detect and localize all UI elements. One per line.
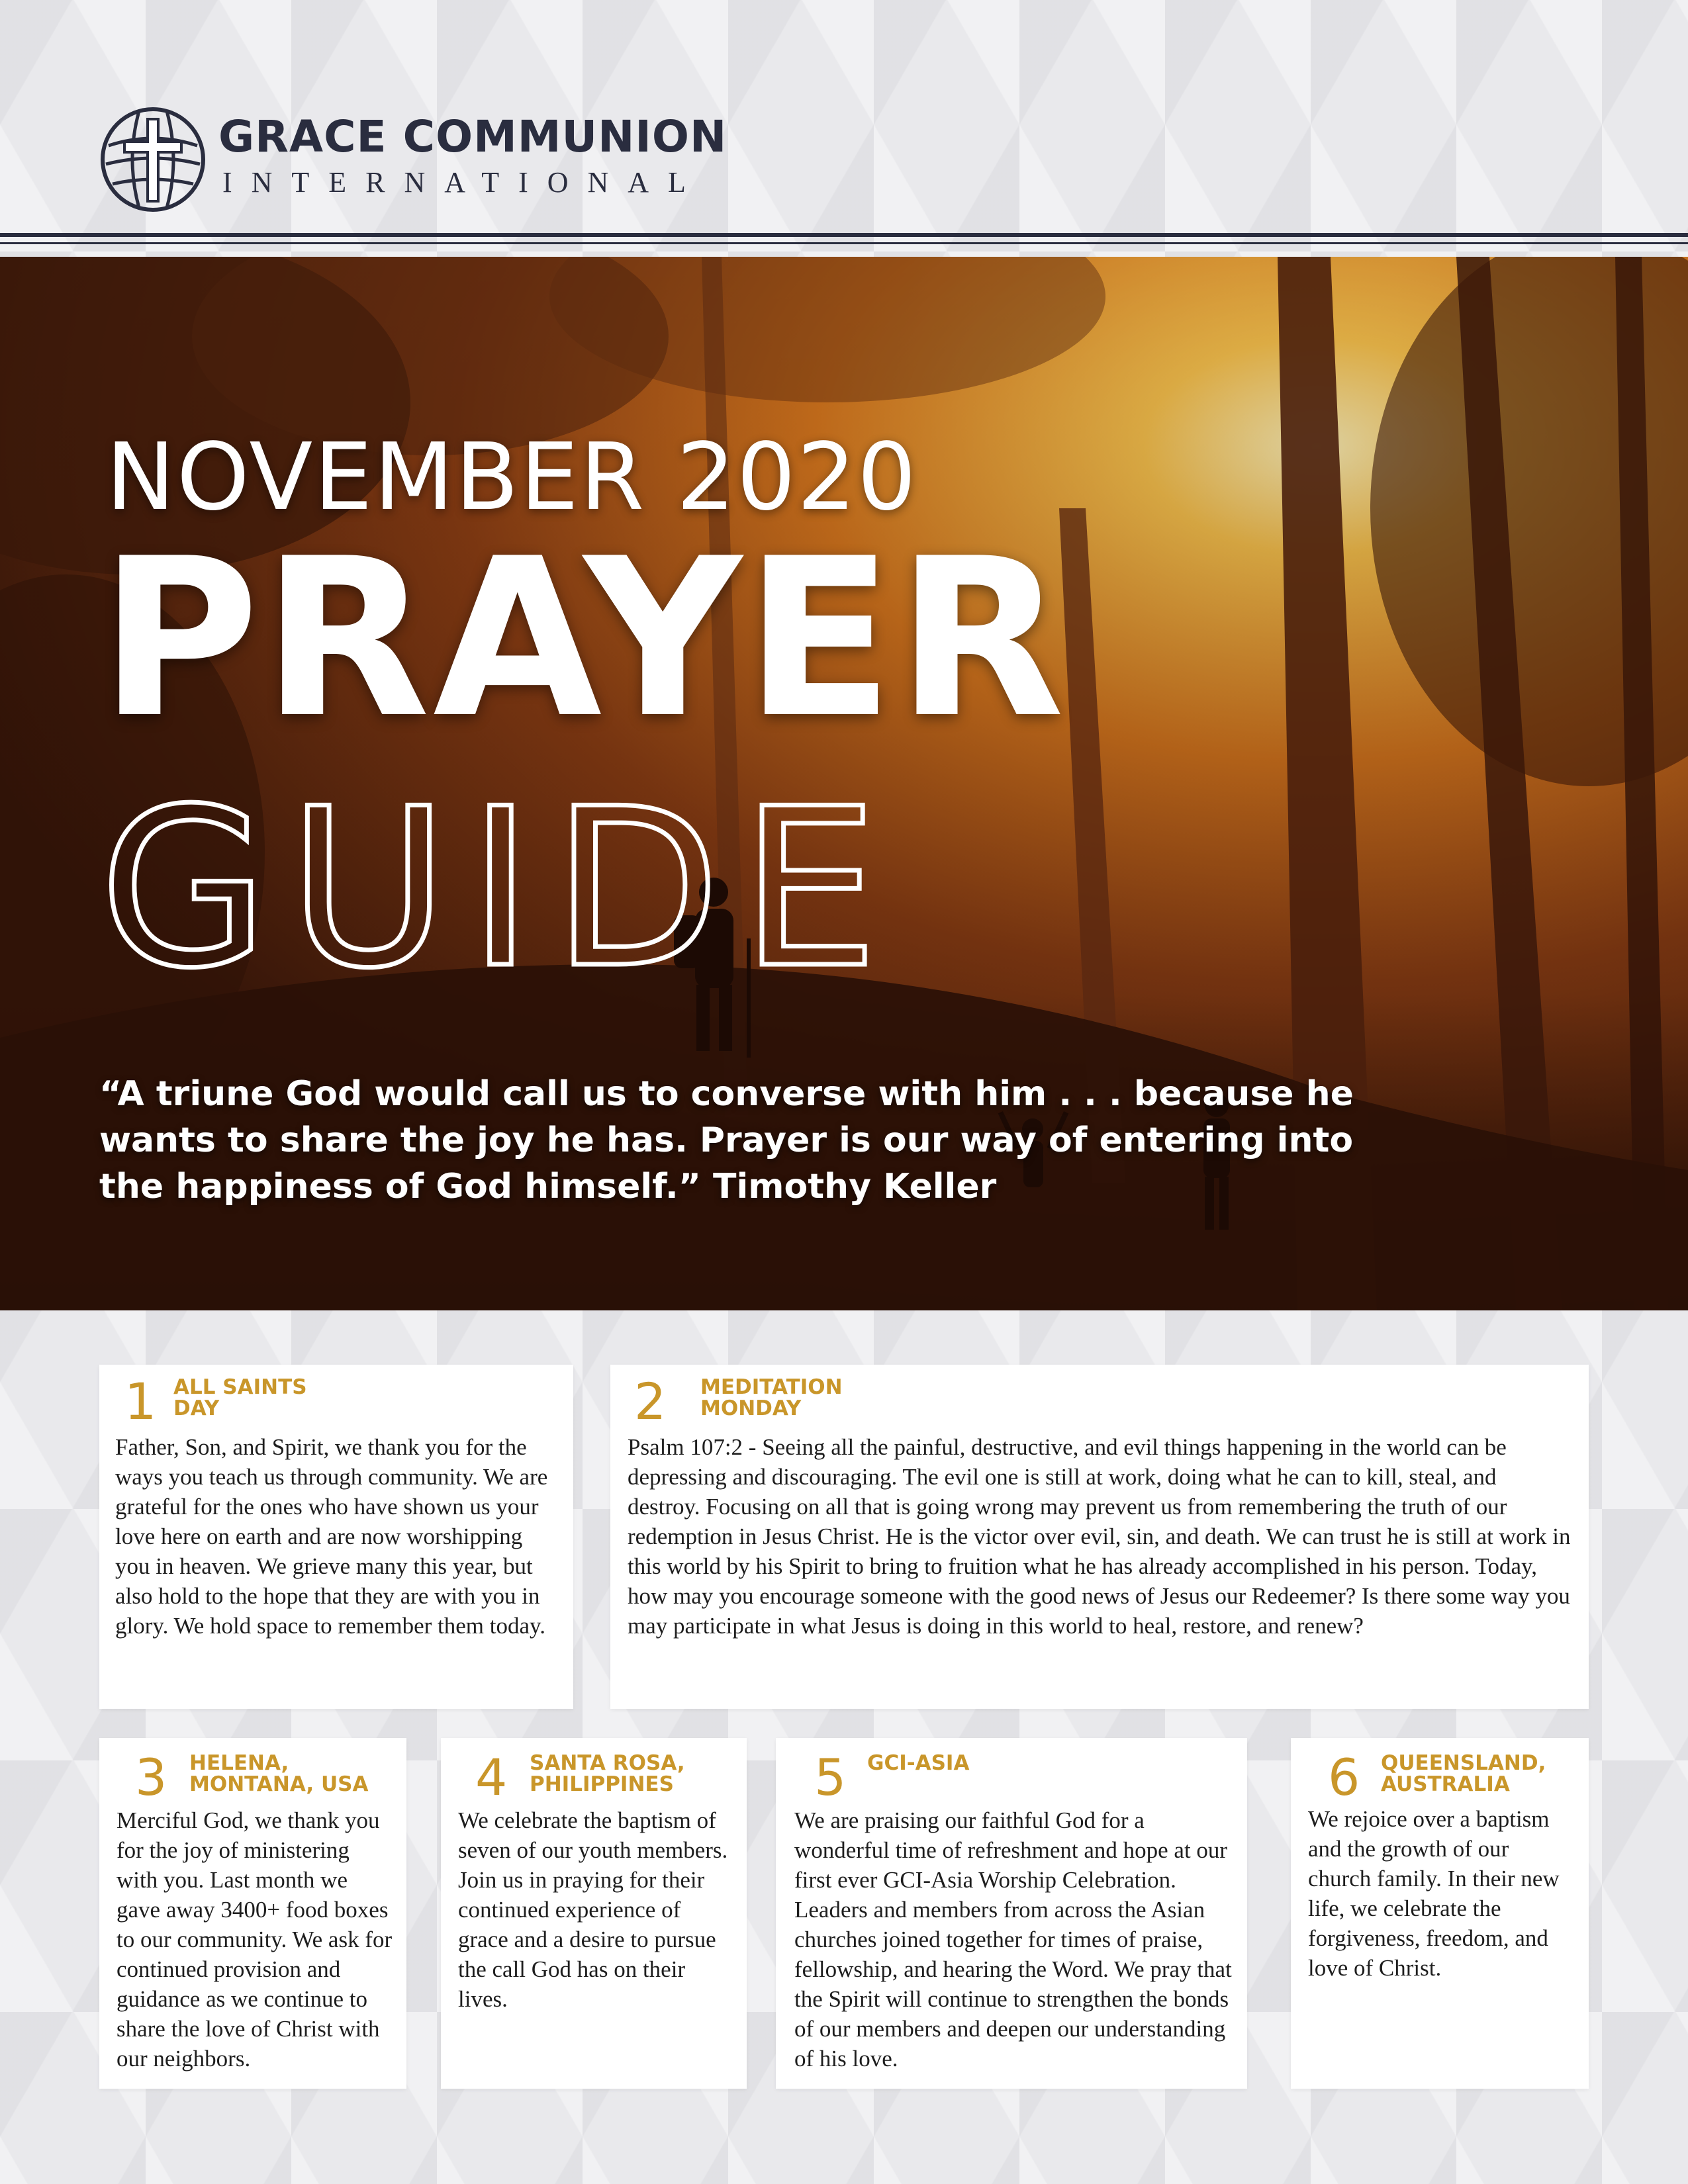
org-name: GRACE COMMUNION [218, 111, 727, 162]
day-card-6 [1291, 1738, 1589, 2089]
day-number: 5 [814, 1748, 847, 1807]
day-text: Father, Son, and Spirit, we thank you for the ways you teach us through community. We are grateful for the ones who have shown us your love here on earth and are now worshipping you in heaven. We grieve many this year, but also hold to the hope that they are with you in glory. We hold space to remember them today. [115, 1434, 548, 1639]
day-title-line1: QUEENSLAND, [1381, 1751, 1546, 1775]
day-title-line2: MONDAY [700, 1396, 802, 1420]
page-header [0, 0, 1688, 238]
day-card-2 [610, 1365, 1589, 1709]
day-card-1 [99, 1365, 573, 1709]
day-title-line2: AUSTRALIA [1381, 1772, 1510, 1796]
day-card-5 [776, 1738, 1247, 2089]
day-text: We are praising our faithful God for a wonderful time of refreshment and hope at our first ever GCI-Asia Worship Celebration. Leaders and members from across the Asian churches joined together for times of praise, fellowship, and hearing the Word. We pray that the Spirit will continue to strengthen the bonds of our members and deepen our understanding of his love. [794, 1807, 1232, 2071]
day-title-line1: GCI-ASIA [867, 1751, 970, 1775]
day-title-line1: MEDITATION [700, 1375, 843, 1399]
hero-quote: “A triune God would call us to converse with him . . . because he wants to share the joy he has. Prayer is our way of entering into the happiness of God himself.” Timothy Keller [99, 1074, 1354, 1206]
day-card-3 [99, 1738, 406, 2089]
title-guide: GUIDE [99, 762, 899, 1016]
day-title-line1: SANTA ROSA, [530, 1751, 685, 1775]
header-divider-thin [0, 242, 1688, 244]
org-subtitle: INTERNATIONAL [222, 166, 705, 199]
day-number: 4 [475, 1748, 508, 1807]
day-number: 3 [135, 1748, 167, 1807]
day-number: 2 [634, 1372, 667, 1431]
day-title-line2: DAY [173, 1396, 220, 1420]
hero-text [0, 257, 1688, 1310]
day-title-line2: PHILIPPINES [530, 1772, 674, 1796]
title-prayer: PRAYER [99, 512, 1068, 766]
globe-cross-icon [99, 106, 207, 213]
day-number: 1 [124, 1372, 157, 1431]
day-title-line1: ALL SAINTS [173, 1375, 307, 1399]
day-text: We rejoice over a baptism and the growth of our church family. In their new life, we celebrate the forgiveness, freedom, and love of Christ. [1308, 1806, 1560, 1981]
day-title-line2: MONTANA, USA [189, 1772, 369, 1796]
day-text: We celebrate the baptism of seven of our youth members. Join us in praying for their continued experience of grace and a desire to pursue the call God has on their lives. [458, 1807, 728, 2012]
day-title-line1: HELENA, [189, 1751, 289, 1775]
hero-banner [0, 257, 1688, 1310]
issue-month: NOVEMBER 2020 [106, 424, 918, 531]
header-divider [0, 233, 1688, 237]
day-text: Merciful God, we thank you for the joy of ministering with you. Last month we gave away 3400+ food boxes to our community. We ask for continued provision and guidance as we continue to share the love of Christ with our neighbors. [117, 1807, 393, 2071]
day-number: 6 [1328, 1748, 1360, 1807]
day-card-4 [441, 1738, 747, 2089]
day-text: Psalm 107:2 - Seeing all the painful, destructive, and evil things happening in the world can be depressing and discouraging. The evil one is still at work, doing what he can to kill, steal, and destroy. Focusing on all that is going wrong may prevent us from remembering the truth of our redemption in Jesus Christ. He is the victor over evil, sin, and death. We can trust he is still at work in this world by his Spirit to bring to fruition what he has already accomplished in his person. Today, how may you encourage someone with the good news of Jesus our Redeemer? Is there some way you may participate in what Jesus is doing in this world to heal, restore, and renew? [628, 1434, 1571, 1639]
